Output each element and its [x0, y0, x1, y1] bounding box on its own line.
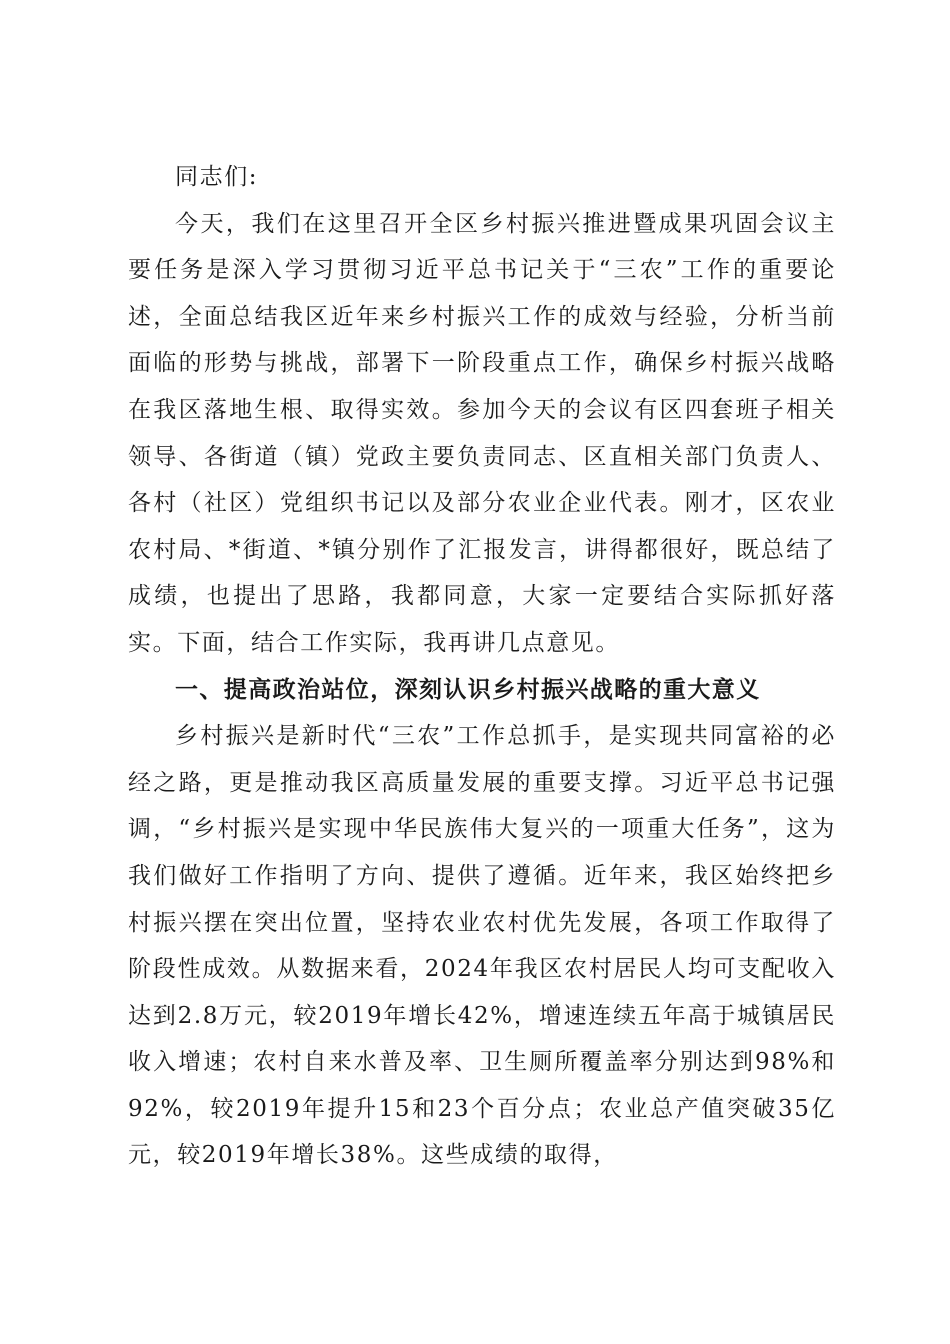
- intro-paragraph: 今天，我们在这里召开全区乡村振兴推进暨成果巩固会议主要任务是深入学习贯彻习近平总书记关于“三农”工作的重要论述，全面总结我区近年来乡村振兴工作的成效与经验，分析当前面临的形势与挑战，部署下一阶段重点工作，确保乡村振兴战略在我区落地生根、取得实效。参加今天的会议有区四套班子相关领导、各街道（镇）党政主要负责同志、区直相关部门负责人、各村（社区）党组织书记以及部分农业企业代表。刚才，区农业农村局、*街道、*镇分别作了汇报发言，讲得都很好，既总结了成绩，也提出了思路，我都同意，大家一定要结合实际抓好落实。下面，结合工作实际，我再讲几点意见。: [128, 210, 836, 656]
- section-paragraph: 乡村振兴是新时代“三农”工作总抓手，是实现共同富裕的必经之路，更是推动我区高质量发展的重要支撑。习近平总书记强调，“乡村振兴是实现中华民族伟大复兴的一项重大任务”，这为我们做好工作指明了方向、提供了遵循。近年来，我区始终把乡村振兴摆在突出位置，坚持农业农村优先发展，各项工作取得了阶段性成效。从数据来看，2024年我区农村居民人均可支配收入达到2.8万元，较2019年增长42%，增速连续五年高于城镇居民收入增速；农村自来水普及率、卫生厕所覆盖率分别达到98%和92%，较2019年提升15和23个百分点；农业总产值突破35亿元，较2019年增长38%。这些成绩的取得，: [128, 723, 836, 1169]
- document-body: [128, 154, 836, 1179]
- salutation: 同志们:: [175, 164, 259, 190]
- section-heading: 一、提高政治站位，深刻认识乡村振兴战略的重大意义: [175, 676, 761, 703]
